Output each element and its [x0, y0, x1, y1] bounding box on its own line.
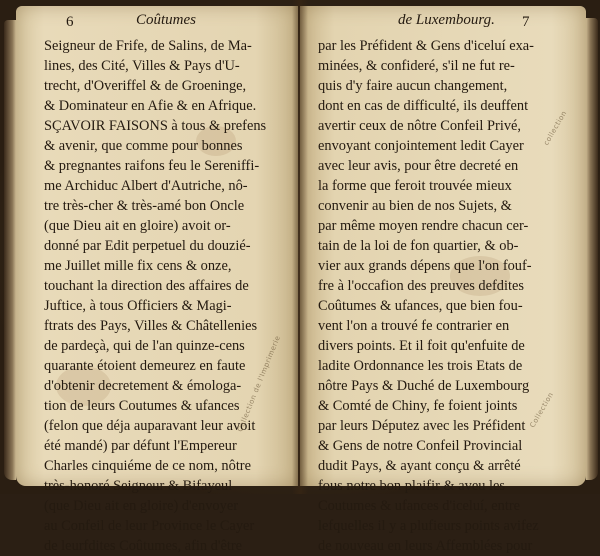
running-head: Coûtumes [136, 12, 196, 28]
text-line: par leurs Députez avec les Préfident [318, 418, 526, 434]
left-page-text [44, 36, 292, 556]
watermark: Collection [528, 390, 556, 430]
text-line: de leurfdites Coûtumes, afin d'être [44, 538, 243, 554]
text-line: fre à l'occafion des preuves defdites [318, 278, 524, 294]
text-line: de nouveau en leurs Affemblées pour [318, 538, 533, 554]
text-line: touchant la direction des affaires de [44, 278, 249, 294]
text-line: tre très-cher & très-amé bon Oncle [44, 198, 245, 214]
running-head: de Luxembourg. [398, 12, 495, 28]
text-line: SÇAVOIR FAISONS à tous & prefens [44, 118, 267, 134]
text-line: (que Dieu ait en gloire) d'envoyer [44, 498, 238, 514]
text-line: & Dominateur en Afie & en Afrique. [44, 98, 257, 114]
text-line: Coûtumes & ufances, que bien fou- [318, 298, 523, 314]
text-line: très-honoré Seigneur & Bifayeul [44, 478, 233, 494]
text-line: divers points. Et il foit qu'enfuite de [318, 338, 525, 354]
text-line: ftrats des Pays, Villes & Châtellenies [44, 318, 258, 334]
left-page-edges [4, 20, 16, 480]
watermark: Collection de l'Imprimerie [236, 334, 283, 433]
text-line: avec leur avis, pour être decreté en [318, 158, 519, 174]
text-line: me Archiduc Albert d'Autriche, nô- [44, 178, 248, 194]
text-line: envoyant conjointement ledit Cayer [318, 138, 524, 154]
text-line: par les Préfident & Gens d'iceluí exa- [318, 38, 534, 54]
text-line: dudit Pays, & ayant conçu & arrêté [318, 458, 521, 474]
left-page [16, 6, 298, 554]
text-line: & Comté de Chiny, fe foient joints [318, 398, 518, 414]
text-line: vier aux grands dépens que l'on fouf- [318, 258, 532, 274]
text-line: quis d'y faire aucun changement, [318, 78, 508, 94]
text-line: ladite Ordonnance les trois Etats de [318, 358, 523, 374]
text-line: Coutumes & ufances d'iceluí, entre [318, 498, 521, 514]
text-line: fous notre bon plaifir & aveu les [318, 478, 506, 494]
text-line: par même moyen rendre chacun cer- [318, 218, 529, 234]
page-number: 6 [66, 14, 74, 30]
text-line: trecht, d'Overiffel & de Groeninge, [44, 78, 247, 94]
right-page-text [318, 36, 574, 556]
text-line: nôtre Pays & Duché de Luxembourg [318, 378, 530, 394]
text-line: donné par Edit perpetuel du douzié- [44, 238, 251, 254]
text-line: tain de la loi de fon quartier, & ob- [318, 238, 519, 254]
text-line: Seigneur de Frife, de Salins, de Ma- [44, 38, 252, 54]
text-line: & avenir, que comme pour bonnes [44, 138, 243, 154]
text-line: avertir ceux de nôtre Confeil Privé, [318, 118, 521, 134]
text-line: la forme que feroit trouvée mieux [318, 178, 512, 194]
text-line: tion de leurs Coutumes & ufances [44, 398, 240, 414]
text-line: de pardeçà, qui de l'an quinze-cens [44, 338, 245, 354]
text-line: été mandé) par défunt l'Empereur [44, 438, 237, 454]
watermark: collection [542, 109, 569, 147]
page-number: 7 [522, 14, 530, 30]
text-line: d'obtenir decretement & émologa- [44, 378, 242, 394]
text-line: convenir au bien de nos Sujets, & [318, 198, 512, 214]
text-line: & pregnantes raifons feu le Sereniffi- [44, 158, 260, 174]
text-line: me Juillet mille fix cens & onze, [44, 258, 232, 274]
text-line: au Confeil de leur Province le Cayer [44, 518, 255, 534]
text-line: vent l'on a trouvé fe contrarier en [318, 318, 510, 334]
text-line: lefquelles il y a plufieurs points avifez [318, 518, 539, 534]
text-line: dont en cas de difficulté, ils deuffent [318, 98, 529, 114]
text-line: Charles cinquiéme de ce nom, nôtre [44, 458, 251, 474]
text-line: (felon que déja auparavant leur avoit [44, 418, 256, 434]
text-line: lines, des Cité, Villes & Pays d'U- [44, 58, 240, 74]
book-gutter [292, 0, 308, 494]
text-line: (que Dieu ait en gloire) avoit or- [44, 218, 231, 234]
text-line: quarante étoient demeurez en faute [44, 358, 246, 374]
text-line: minées, & confideré, s'il ne fut re- [318, 58, 515, 74]
text-line: & Gens de notre Confeil Provincial [318, 438, 523, 454]
right-page-edges [586, 18, 598, 480]
right-page [300, 6, 586, 554]
text-line: Juftice, à tous Officiers & Magi- [44, 298, 232, 314]
